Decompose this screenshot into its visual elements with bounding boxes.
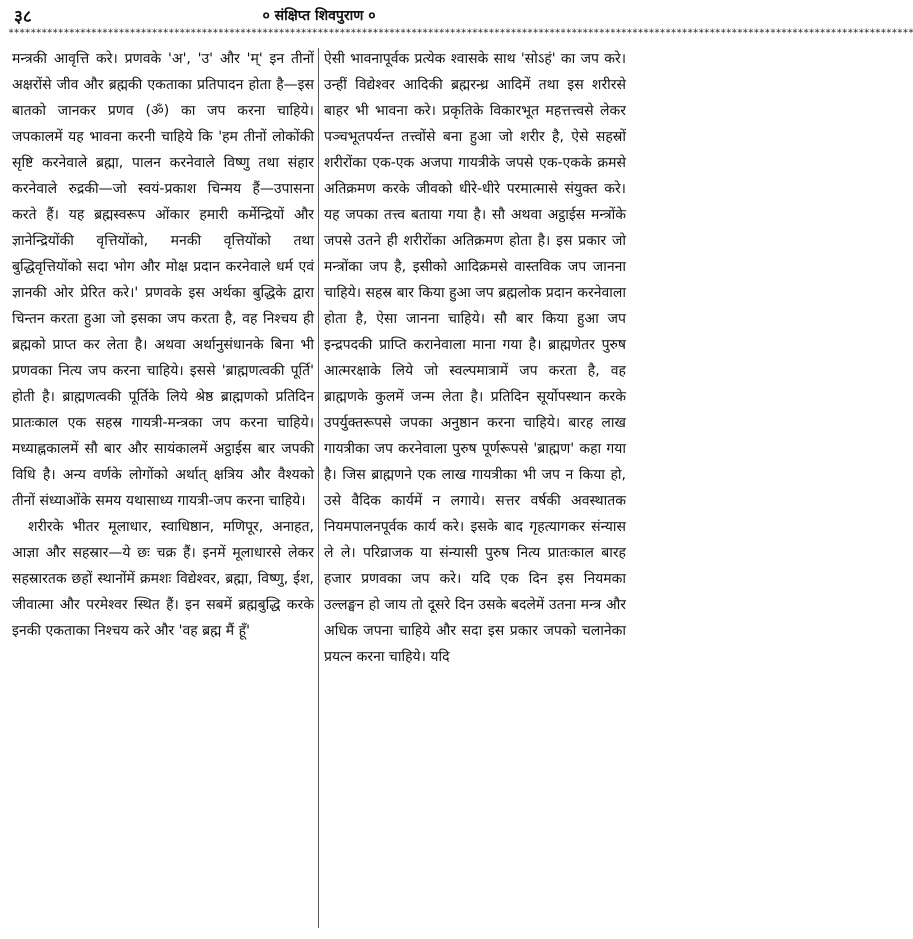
page-header [10,4,628,26]
left-column [12,46,314,931]
running-title: ० संक्षिप्त शिवपुराण ० [262,8,376,24]
column-divider [318,48,319,928]
page-number: ३८ [14,7,32,27]
paragraph: शरीरके भीतर मूलाधार, स्वाधिष्ठान, मणिपूर, अनाहत, आज्ञा और सहस्रार—ये छः चक्र हैं। इनमें मूलाधारसे लेकर सहस्रारतक छहों स्थानोंमें क्रमशः विद्येश्वर, ब्रह्मा, विष्णु, ईश, जीवात्मा और परमेश्वर स्थित हैं। इन सबमें ब्रह्मबुद्धि करके इनकी एकताका निश्चय करे और 'वह ब्रह्म मैं हूँ' [12,519,314,639]
paragraph: मन्त्रकी आवृत्ति करे। प्रणवके 'अ', 'उ' और 'म्' इन तीनों अक्षरोंसे जीव और ब्रह्मकी एकताका प्रतिपादन होता है—इस बातको जानकर प्रणव (ॐ) का जप करना चाहिये। जपकालमें यह भावना करनी चाहिये कि 'हम तीनों लोकोंकी सृष्टि करनेवाले ब्रह्मा, पालन करनेवाले विष्णु तथा संहार करनेवाले रुद्रकी—जो स्वयं-प्रकाश चिन्मय हैं—उपासना करते हैं। यह ब्रह्मस्वरूप ओंकार हमारी कर्मेन्द्रियों और ज्ञानेन्द्रियोंकी वृत्तियोंको, मनकी वृत्तियोंको तथा बुद्धिवृत्तियोंको सदा भोग और मोक्ष प्रदान करनेवाले धर्म एवं ज्ञानकी ओर प्रेरित करे।' प्रणवके इस अर्थका बुद्धिके द्वारा चिन्तन करता हुआ जो इसका जप करता है, वह निश्चय ही ब्रह्मको प्राप्त कर लेता है। अथवा अर्थानुसंधानके बिना भी प्रणवका नित्य जप करना चाहिये। इससे 'ब्राह्मणत्वकी पूर्ति' होती है। ब्राह्मणत्वकी पूर्तिके लिये श्रेष्ठ ब्राह्मणको प्रतिदिन प्रातःकाल एक सहस्र गायत्री-मन्त्रका जप करना चाहिये। मध्याह्नकालमें सौ बार और सायंकालमें अट्ठाईस बार जपकी विधि है। अन्य वर्णके लोगोंको अर्थात् क्षत्रिय और वैश्यको तीनों संध्याओंके समय यथासाध्य गायत्री-जप करना चाहिये। [12,51,314,509]
header-divider: ∗∗∗∗∗∗∗∗∗∗∗∗∗∗∗∗∗∗∗∗∗∗∗∗∗∗∗∗∗∗∗∗∗∗∗∗∗∗∗∗∗∗∗∗∗∗∗∗∗∗∗∗∗∗∗∗∗∗∗∗∗∗∗∗∗∗∗∗∗∗∗∗∗∗∗∗∗∗∗∗∗∗∗∗∗∗∗∗∗∗∗∗∗∗∗∗∗∗∗∗∗∗∗∗∗∗∗∗∗∗∗∗∗∗∗∗∗∗∗∗∗∗∗∗∗∗∗∗∗∗∗∗∗∗∗∗∗∗∗∗∗∗∗∗∗∗∗∗∗∗∗∗∗∗∗∗∗∗∗∗∗∗∗∗ [8,26,913,37]
right-column [324,46,626,931]
paragraph: ऐसी भावनापूर्वक प्रत्येक श्वासके साथ 'सोऽहं' का जप करे। उन्हीं विद्येश्वर आदिकी ब्रह्मरन्ध्र आदिमें तथा इस शरीरसे बाहर भी भावना करे। प्रकृतिके विकारभूत महत्तत्त्वसे लेकर पञ्चभूतपर्यन्त तत्त्वोंसे बना हुआ जो शरीर है, ऐसे सहस्रों शरीरोंका एक-एक अजपा गायत्रीके जपसे एक-एकके क्रमसे अतिक्रमण करके जीवको धीरे-धीरे परमात्मासे संयुक्त करे। यह जपका तत्त्व बताया गया है। सौ अथवा अट्ठाईस मन्त्रोंके जपसे उतने ही शरीरोंका अतिक्रमण होता है। इस प्रकार जो मन्त्रोंका जप है, इसीको आदिक्रमसे वास्तविक जप जानना चाहिये। सहस्र बार किया हुआ जप ब्रह्मलोक प्रदान करनेवाला होता है, ऐसा जानना चाहिये। सौ बार किया हुआ जप इन्द्रपदकी प्राप्ति करानेवाला माना गया है। ब्राह्मणेतर पुरुष आत्मरक्षाके लिये जो स्वल्पमात्रामें जप करता है, वह ब्राह्मणके कुलमें जन्म लेता है। प्रतिदिन सूर्योपस्थान करके उपर्युक्तरूपसे जपका अनुष्ठान करना चाहिये। बारह लाख गायत्रीका जप करनेवाला पुरुष पूर्णरूपसे 'ब्राह्मण' कहा गया है। जिस ब्राह्मणने एक लाख गायत्रीका भी जप न किया हो, उसे वैदिक कार्यमें न लगाये। सत्तर वर्षकी अवस्थातक नियमपालनपूर्वक कार्य करे। इसके बाद गृहत्यागकर संन्यास ले ले। परिव्राजक या संन्यासी पुरुष नित्य प्रातःकाल बारह हजार प्रणवका जप करे। यदि एक दिन इस नियमका उल्लङ्घन हो जाय तो दूसरे दिन उसके बदलेमें उतना मन्त्र और अधिक जपना चाहिये और सदा इस प्रकार जपको चलानेका प्रयत्न करना चाहिये। यदि [324,51,626,665]
